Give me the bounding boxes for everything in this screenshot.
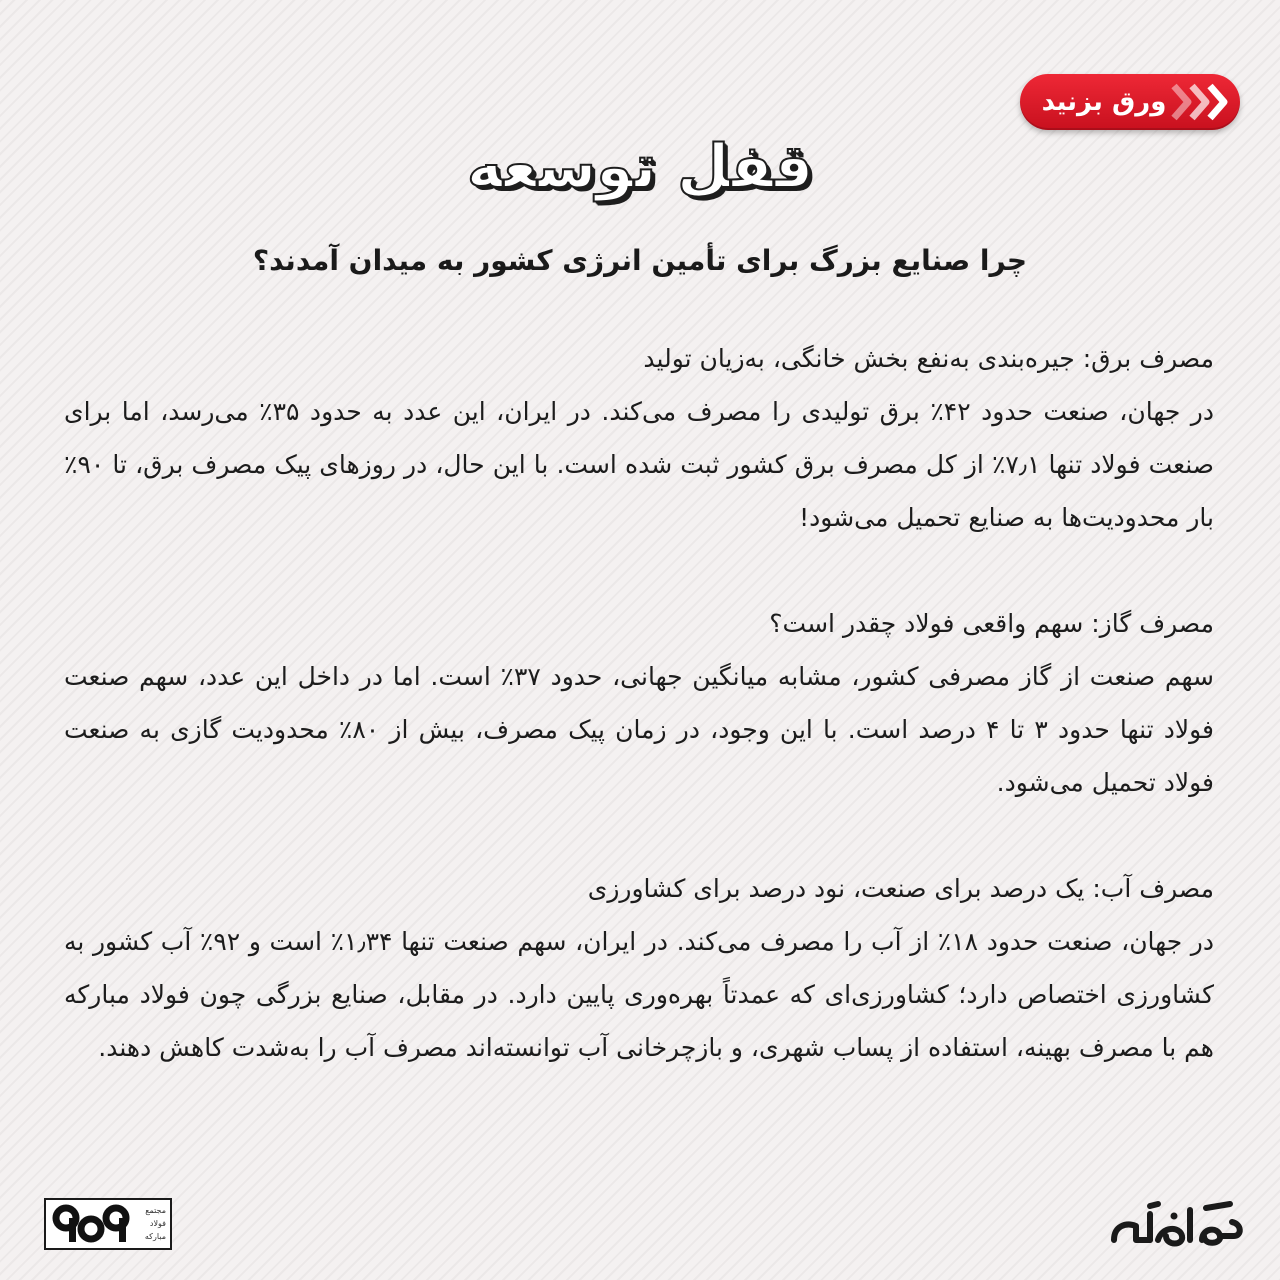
page-title: قفل توسعه bbox=[466, 132, 814, 202]
page-subtitle: چرا صنایع بزرگ برای تأمین انرژی کشور به میدان آمدند؟ bbox=[252, 244, 1028, 277]
double-chevron-right-icon bbox=[1170, 80, 1232, 124]
karkhaneh-logo bbox=[1106, 1196, 1248, 1252]
section-water bbox=[64, 862, 1214, 1074]
section-body: سهم صنعت از گاز مصرفی کشور، مشابه میانگین جهانی، حدود ۳۷٪ است. اما در داخل این عدد، سهم صنعت فولاد تنها حدود ۳ تا ۴ درصد است. با این وجود، در زمان پیک مصرف، بیش از ۸۰٪ محدودیت گازی به صنعت فولاد تحمیل می‌شود. bbox=[64, 662, 1214, 797]
section-body: در جهان، صنعت حدود ۴۲٪ برق تولیدی را مصرف می‌کند. در ایران، این عدد به حدود ۳۵٪ می‌رسد، اما برای صنعت فولاد تنها ۷٫۱٪ از کل مصرف برق کشور ثبت شده است. با این حال، در روزهای پیک مصرف برق، تا ۹۰٪ بار محدودیت‌ها به صنایع تحمیل می‌شود! bbox=[64, 397, 1215, 532]
mobarakeh-steel-logo-text: مجتمع فولاد مبارکه bbox=[144, 1206, 166, 1241]
section-heading: مصرف برق: جیره‌بندی به‌نفع بخش خانگی، به‌زیان تولید bbox=[643, 344, 1214, 373]
section-heading: مصرف گاز: سهم واقعی فولاد چقدر است؟ bbox=[769, 609, 1214, 638]
section-electricity bbox=[64, 332, 1214, 544]
mobarakeh-steel-logo bbox=[44, 1198, 172, 1250]
swipe-button[interactable] bbox=[1020, 74, 1240, 130]
swipe-button-label: ورق بزنید bbox=[1041, 87, 1167, 117]
mobarakeh-steel-logo-mark bbox=[50, 1202, 132, 1246]
section-body: در جهان، صنعت حدود ۱۸٪ از آب را مصرف می‌کند. در ایران، سهم صنعت تنها ۱٫۳۴٪ است و ۹۲٪ آب کشور به کشاورزی اختصاص دارد؛ کشاورزی‌ای که عمدتاً بهره‌وری پایین دارد. در مقابل، صنایع بزرگی چون فولاد مبارکه هم با مصرف بهینه، استفاده از پساب شهری، و بازچرخانی آب توانسته‌اند مصرف آب را به‌شدت کاهش دهند. bbox=[64, 927, 1214, 1062]
section-gas bbox=[64, 597, 1214, 809]
section-heading: مصرف آب: یک درصد برای صنعت، نود درصد برای کشاورزی bbox=[587, 874, 1214, 903]
